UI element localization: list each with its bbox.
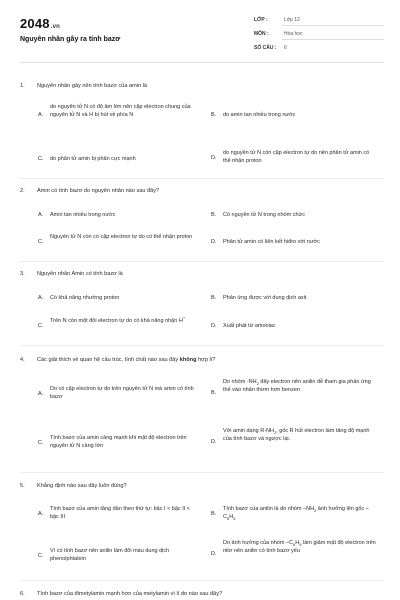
meta-class-value: Lớp 12: [284, 17, 300, 23]
option-letter: C.: [38, 440, 44, 446]
option-letter: D.: [211, 323, 217, 329]
option-text-part: H: [295, 540, 300, 546]
question-text: Amin có tính bazơ do nguyên nhân nào sau đây?: [37, 188, 160, 194]
option-text: Có nguyên tử N trong nhóm chức: [223, 212, 305, 218]
option-letter: A.: [38, 511, 44, 517]
option-letter: C.: [38, 323, 44, 329]
meta-subject-value: Hóa học: [284, 31, 303, 37]
option-text: Nguyên tử N còn có cặp electron tự do có thể nhận proton: [50, 234, 193, 240]
question-text: Nguyên nhân gây nên tính bazơ của amin là: [37, 83, 148, 89]
option-text: Do có cặp electron tự do trên nguyên tử N mà amin có tính bazơ: [50, 386, 194, 400]
header-divider: [20, 62, 384, 63]
subscript: 5: [299, 542, 302, 548]
option-letter: B.: [211, 212, 217, 218]
option-text: do nguyên tử N có độ âm lớn nên cặp electron chung của nguyên tử N và H bị hút về phía N: [50, 104, 191, 118]
option-text: Phân tử amin có liên kết hiđro với nước: [223, 239, 320, 245]
option-text-part: Với amin dạng R-NH: [223, 428, 274, 434]
question-text-part: hợp lí?: [196, 357, 216, 363]
option-text: Có khả năng nhường proton: [50, 295, 120, 301]
question-stem: [20, 82, 384, 90]
logo-suffix: .vn: [50, 24, 61, 30]
question-stem: [20, 482, 384, 490]
option-text-part: Trên N còn một đôi electron tự do có khả năng nhận H: [50, 318, 183, 324]
option-letter: B.: [211, 112, 217, 118]
option-letter: B.: [211, 295, 217, 301]
page-title: Nguyên nhân gây ra tính bazơ: [20, 36, 121, 43]
option-text: [223, 427, 378, 443]
page-header: [0, 0, 400, 64]
option-text-part: H: [229, 514, 234, 520]
option-text: Tính bazơ của amin càng mạnh khi mật độ electron trên nguyên tử N càng lớn: [50, 435, 187, 449]
option-letter: C.: [38, 156, 44, 162]
superscript: +: [182, 315, 186, 321]
option-letter: A.: [38, 391, 44, 397]
question-number: 2.: [20, 188, 25, 194]
subscript: 2: [314, 508, 317, 514]
option-text: Xuất phát từ amoniac: [223, 323, 276, 329]
meta-subject-label: MÔN :: [254, 31, 269, 37]
question-divider: [20, 472, 384, 473]
option-text: [50, 317, 200, 325]
option-text-part: Tính bazơ của anilin là do nhóm –NH: [223, 506, 315, 512]
meta-divider: [282, 39, 384, 40]
question-text-part: Các giải thích về quan hệ cấu trúc, tính chất nào sau đây: [37, 357, 180, 363]
question-stem: [20, 590, 384, 598]
option-letter: A.: [38, 112, 44, 118]
meta-class-label: LỚP :: [254, 17, 268, 23]
question-text: Nguyên nhân Amin có tính bazơ là: [37, 271, 123, 277]
question-text: Tính bazơ của đimetylamin mạnh hơn của metylamin vì lí do nào sau đây?: [37, 591, 223, 597]
logo-text: 2048: [20, 16, 50, 31]
option-text: Amin tan nhiều trong nước: [50, 212, 116, 218]
question-1: [20, 82, 384, 90]
option-letter: A.: [38, 212, 44, 218]
question-3: [20, 270, 384, 278]
option-letter: A.: [38, 295, 44, 301]
meta-count-label: SỐ CÂU :: [254, 45, 277, 51]
question-divider: [20, 261, 384, 262]
option-letter: D.: [211, 239, 217, 245]
question-stem: [20, 270, 384, 278]
option-text: do phân tử amin bị phân cực mạnh: [50, 156, 136, 162]
question-text: [37, 356, 384, 364]
subscript: 2: [256, 381, 259, 387]
question-divider: [20, 580, 384, 581]
option-text: [223, 539, 378, 555]
option-text: [223, 505, 378, 521]
option-text: Phản ứng được với dung dịch axit: [223, 295, 307, 301]
question-4: [20, 356, 384, 364]
option-text: Tính bazơ của amin tăng dần theo thứ tự: bậc I < bậc II < bậc III: [50, 506, 190, 520]
question-stem: [20, 187, 384, 195]
option-text: do amin tan nhiều trong nước: [223, 112, 296, 118]
question-stem: [20, 356, 384, 364]
question-divider: [20, 345, 384, 346]
question-number: 4.: [20, 357, 25, 363]
site-logo[interactable]: [20, 16, 60, 31]
option-letter: C.: [38, 239, 44, 245]
subscript: 6: [292, 542, 296, 548]
meta-divider: [282, 25, 384, 26]
option-text-part: Do nhóm -NH: [223, 379, 257, 385]
question-number: 1.: [20, 83, 25, 89]
question-5: [20, 482, 384, 490]
option-text-part: làm giảm mật độ electron trên nitơ nên anilin có tính bazơ yếu: [223, 540, 376, 554]
question-number: 6.: [20, 591, 25, 597]
option-letter: B.: [211, 390, 217, 396]
option-letter: B.: [211, 511, 217, 517]
meta-count-value: 6: [284, 45, 287, 51]
subscript: 2: [274, 430, 277, 436]
option-letter: D.: [211, 439, 217, 445]
option-letter: D.: [211, 155, 217, 161]
option-text-part: đẩy electron nên anilin dễ tham gia phản ứng thế vào nhân thơm hơn benzen: [223, 379, 371, 393]
question-emphasis: không: [179, 357, 197, 363]
question-divider: [20, 178, 384, 179]
option-text: [223, 378, 378, 394]
option-text-part: , gốc R hút electron làm tăng độ mạnh của tính bazơ và ngược lại.: [223, 428, 370, 442]
option-text: do nguyên tử N còn cặp electron tự do nên phân tử amin có thể nhận proton: [223, 150, 370, 164]
question-number: 5.: [20, 483, 25, 489]
subscript: 5: [233, 516, 236, 522]
option-text-part: ảnh hưởng lên gốc –C: [223, 506, 369, 520]
question-text: Khẳng định nào sau đây luôn đúng?: [37, 483, 127, 489]
option-letter: C.: [38, 553, 44, 559]
option-letter: D.: [211, 551, 217, 557]
question-2: [20, 187, 384, 195]
question-6: [20, 590, 384, 598]
question-number: 3.: [20, 271, 25, 277]
option-text-part: Do ảnh hưởng của nhóm –C: [223, 540, 293, 546]
option-text: Vì có tính bazơ nên anilin làm đổi màu dung dịch phenolphtalein: [50, 548, 170, 562]
subscript: 6: [226, 516, 230, 522]
